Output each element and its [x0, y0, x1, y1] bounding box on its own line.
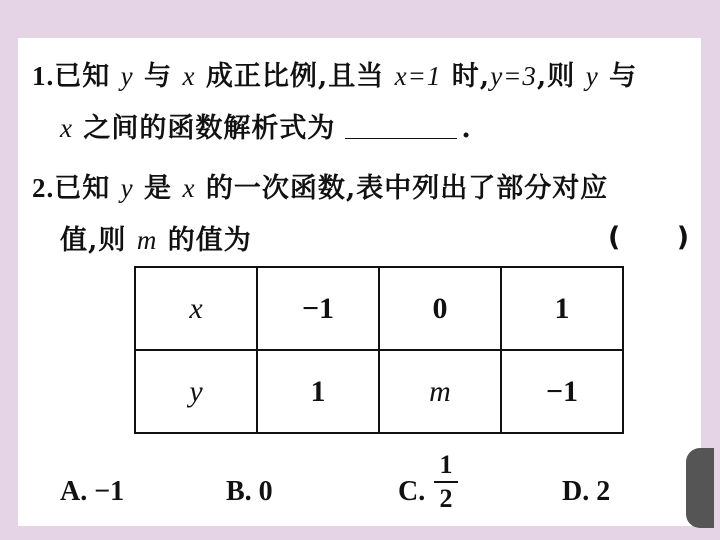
q2-line-1: [32, 166, 608, 205]
q2-var-x: x: [182, 173, 196, 203]
q1-condition-y: y=3: [490, 61, 537, 91]
answer-parentheses[interactable]: ( ): [608, 222, 690, 253]
q1-text-3: 成正比例,且当: [205, 61, 385, 92]
option-d[interactable]: D. 2: [562, 476, 611, 507]
q2-text-3: 的一次函数,表中列出了部分对应: [205, 173, 609, 204]
q1-text-6: 与: [609, 61, 638, 92]
q2-text-1: 已知: [54, 173, 111, 204]
q1-period: .: [461, 113, 472, 144]
option-b[interactable]: B. 0: [226, 476, 273, 507]
q1-var-y-2: y: [585, 61, 599, 91]
q1-text-4: 时,: [451, 61, 491, 92]
table-cell: 1: [501, 267, 623, 350]
value-table: [134, 266, 624, 434]
q2-number: 2.: [32, 173, 55, 203]
q2-var-m: m: [136, 225, 158, 255]
table-cell: −1: [501, 350, 623, 433]
q2-var-y: y: [120, 173, 134, 203]
option-a[interactable]: A. −1: [60, 476, 125, 507]
q2-text-4: 值,则: [60, 225, 127, 256]
q1-condition-x: x=1: [394, 61, 442, 91]
table-cell: y: [135, 350, 257, 433]
q1-line-1: [32, 54, 637, 93]
q1-line-2: [60, 106, 472, 145]
q1-var-x-2: x: [60, 113, 73, 143]
fraction-bar: [434, 481, 458, 483]
table-cell: x: [135, 267, 257, 350]
q2-line-2: [60, 218, 252, 257]
option-c-fraction: [434, 452, 458, 512]
table-row: [135, 267, 623, 350]
table-cell: 1: [257, 350, 379, 433]
q2-text-2: 是: [144, 173, 173, 204]
q2-text-5: 的值为: [167, 225, 252, 256]
q1-number: 1.: [32, 61, 55, 91]
table-row: [135, 350, 623, 433]
question-card: [18, 38, 701, 526]
table-cell: 0: [379, 267, 501, 350]
q1-text-7: 之间的函数解析式为: [83, 113, 336, 144]
table-cell: m: [379, 350, 501, 433]
fraction-denominator: 2: [439, 484, 453, 513]
answer-options: [18, 450, 701, 526]
page-curl-decoration: [686, 448, 714, 528]
q1-text-5: ,则: [536, 61, 576, 92]
q1-text-1: 已知: [54, 61, 111, 92]
q1-var-y: y: [120, 61, 134, 91]
answer-blank[interactable]: [345, 114, 457, 139]
q1-var-x: x: [182, 61, 196, 91]
option-c[interactable]: C.: [398, 476, 426, 507]
table-cell: −1: [257, 267, 379, 350]
q1-text-2: 与: [144, 61, 173, 92]
fraction-numerator: 1: [439, 450, 453, 479]
